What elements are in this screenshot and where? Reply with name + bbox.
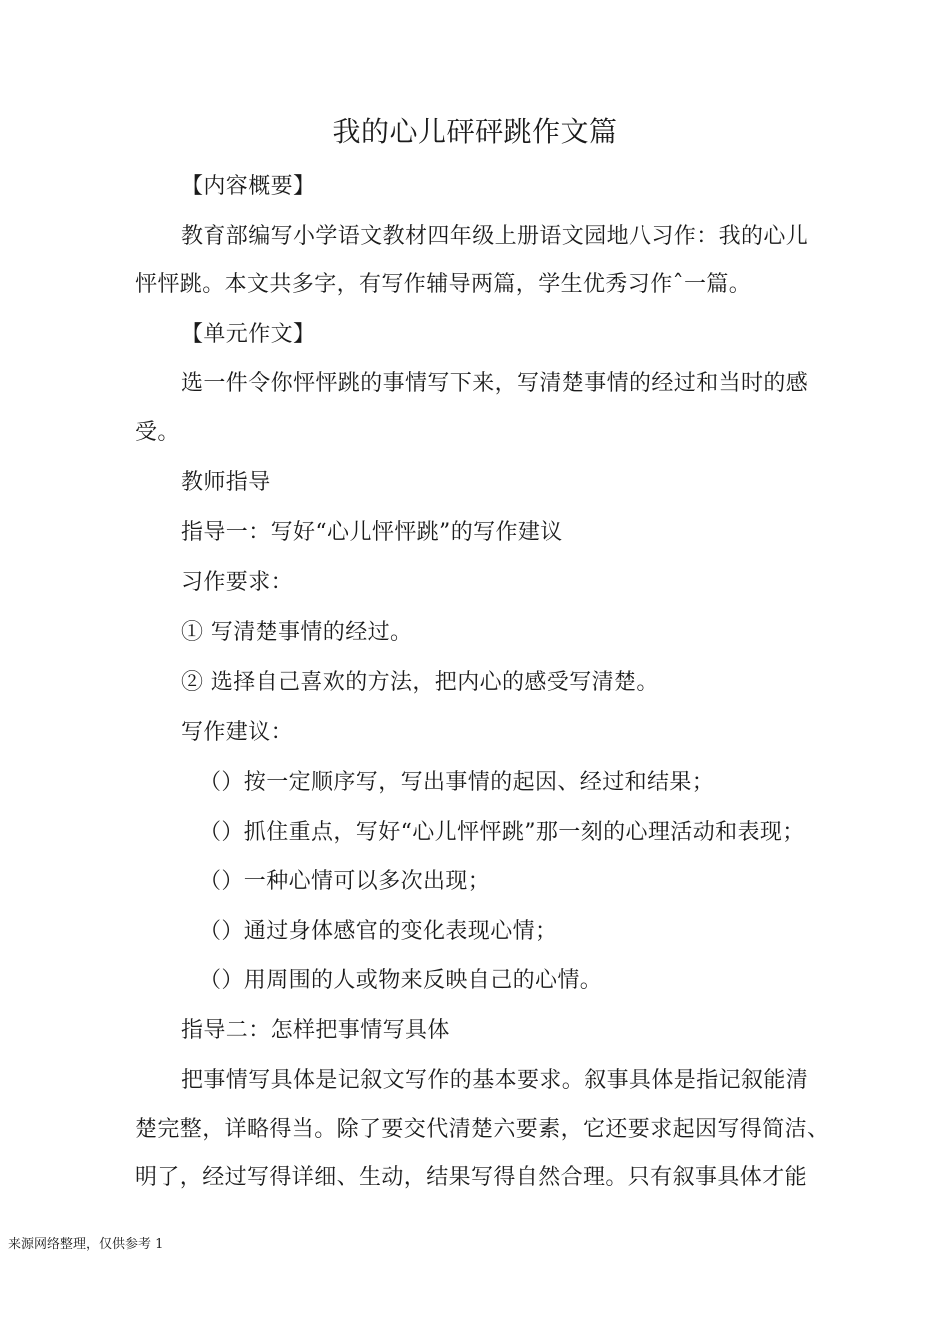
- requirement-item: ① 写清楚事情的经过。: [181, 620, 413, 645]
- task-paragraph-line: 选一件令你怦怦跳的事情写下来，写清楚事情的经过和当时的感: [181, 371, 809, 396]
- body-paragraph-line: 把事情写具体是记叙文写作的基本要求。叙事具体是指记叙能清: [181, 1068, 809, 1093]
- requirement-item: ② 选择自己喜欢的方法，把内心的感受写清楚。: [181, 670, 659, 695]
- document-title: 我的心儿砰砰跳作文篇: [332, 115, 618, 148]
- suggestion-item: （）用周围的人或物来反映自己的心情。: [199, 968, 603, 993]
- suggestion-item: （）通过身体感官的变化表现心情；: [199, 919, 558, 944]
- suggestion-item: （）按一定顺序写，写出事情的起因、经过和结果；: [199, 770, 715, 795]
- requirements-label: 习作要求：: [181, 570, 294, 595]
- body-paragraph-line: 楚完整，详略得当。除了要交代清楚六要素，它还要求起因写得简洁、: [135, 1117, 830, 1142]
- suggestions-label: 写作建议：: [181, 720, 294, 745]
- summary-paragraph-line: 教育部编写小学语文教材四年级上册语文园地八习作：我的心儿: [181, 224, 809, 249]
- source-footer: 来源网络整理，仅供参考 1: [8, 1237, 164, 1252]
- task-paragraph-line: 受。: [135, 420, 180, 445]
- suggestion-item: （）一种心情可以多次出现；: [199, 869, 491, 894]
- unit-heading: 【单元作文】: [181, 322, 316, 347]
- teacher-guide-heading: 教师指导: [181, 470, 271, 495]
- summary-heading: 【内容概要】: [181, 174, 316, 199]
- guide-two-title: 指导二：怎样把事情写具体: [181, 1018, 450, 1043]
- suggestion-item: （）抓住重点，写好“心儿怦怦跳”那一刻的心理活动和表现；: [199, 820, 805, 845]
- body-paragraph-line: 明了，经过写得详细、生动，结果写得自然合理。只有叙事具体才能: [135, 1165, 808, 1190]
- summary-paragraph-line: 怦怦跳。本文共多字，有写作辅导两篇，学生优秀习作ˆ一篇。: [135, 272, 752, 297]
- guide-one-title: 指导一：写好“心儿怦怦跳”的写作建议: [181, 520, 563, 545]
